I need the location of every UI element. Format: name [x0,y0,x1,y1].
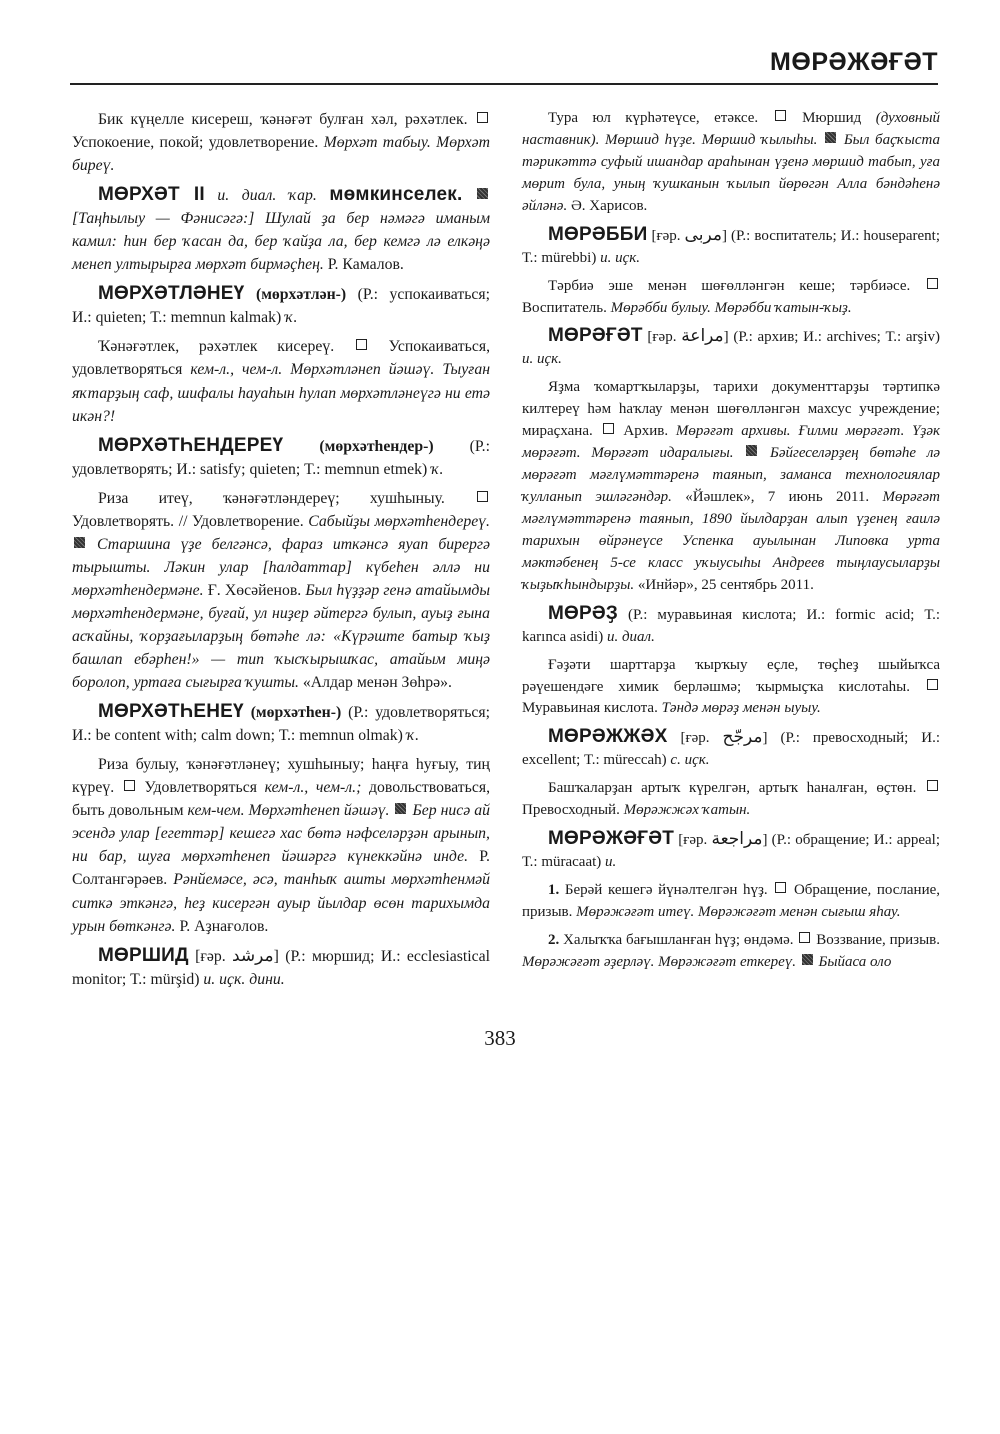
stem: (мөрхәтһендер-) [319,437,434,455]
translation: Архив. [623,423,669,440]
cross-reference: мөмкинселек. [329,184,463,206]
equivalents: (Р.: удовлетворяться; И.: be content with; calm down; Т.: memnun olmak) [72,704,491,745]
translation: Успокоение, покой; удовлетворение. [72,134,319,152]
filled-square-icon [477,188,488,199]
definition: Ғәҙәти шарттарҙа ҡырҡыу еҫле, төҫһеҙ шыйыҡса рәүешендәге химик берләшмә; ҡырмыҫҡа кислотаһы. [522,656,940,695]
quotation: Мөрәғәт мәғлүмәттәренә таянып, 1890 йылдарҙан алып үҙенең ғаилә тарихын өйрәнеүсе Успенка ауылынан Липовка урта мәктәбенең 5-се класс уҡыусыһы Андреев тыңлаусыларҙы ҡыҙыҡһындырҙы. [522,489,940,593]
left-column [72,108,490,997]
running-head: МӨРӘЖӘҒӘТ [770,48,938,76]
entry-morajagat: МӨРӘЖӘҒӘТ [ғәр. مراجعة] (Р.: обращение; И.: appeal; Т.: müracaat) и. [522,828,941,871]
stem: (мөрхәтһен-) [250,704,342,722]
quotation: Был баҫҡыста тәрикәттә суфый ишандар араһынан үҙенә мөршид табып, уға мөрит була, уның ҡушканын ҡылып йөрөгән Алла бәндәһенә әйләнә. [522,131,941,214]
translation: Воспитатель. [522,299,607,316]
entry-body [522,377,940,596]
header-rule [70,83,938,85]
arabic-form: مرجّح [722,727,763,748]
example: Мөрхәтһенеп йәшәү. [248,802,390,820]
equivalents: (Р.: муравьиная кислота; И.: formic acid; Т.: karınca asidi) [522,606,941,645]
quote-author: Р. Камалов. [327,256,404,274]
grammar-label: и. [605,854,617,871]
quotation: Старшина үҙе белгәнсә, фараз иткәнсә яуап бирергә тырышты. Ләкин улар [һалдаттар] күбеһен әллә ни мөрхәтһендермәне. [72,535,491,599]
grammar-label: ҡ. [431,460,444,478]
page-number: 383 [484,1026,516,1050]
headword: МӨРӘЖӘҒӘТ [548,828,675,850]
headword: МӨРХӘТЛӘНЕҮ [98,283,245,305]
grammar-label: и. иҫк. дини. [203,970,285,988]
example: Тәндә мөрәҙ менән ыуыу. [661,700,821,717]
grammar-label: и. иҫк. [522,351,562,368]
headword: МӨРӘҒӘТ [548,325,643,347]
square-marker-icon [356,339,367,350]
headword: МӨРШИД [98,944,189,966]
example: Сабыйҙы мөрхәтһендереү. [308,512,490,530]
definition: Бик күңелле кисереш, ҡәнәғәт булған хәл, рәхәтлек. [98,111,468,128]
arabic-form: مربى [684,224,722,245]
definition: Яҙма ҡомартҡыларҙы, тарихи документтарҙы тәртипкә килтереү һәм һаҡлау менән шөғөлләнгән махсус учреждение; мираҫхана. [522,379,940,440]
quote-author: Ә. Харисов. [570,197,648,214]
headword: МӨРХӘТ II [98,184,205,206]
quotation: [Таңһылыу — Фәнисәгә:] Шулай ҙа бер нәмәгә иманым камил: һин бер ҡасан да, бер ҡайҙа ла, бер кемгә лә елкәңә менеп ултырырға мөрхәт бирмәҫһең. [72,210,490,274]
definition: Башҡаларҙан артыҡ күрелгән, артыҡ һаналған, өҫтөн. [548,780,917,797]
translation: Мюршид [802,110,862,126]
quotation: Бер нисә ай эсендә улар [егеттәр] кешегә хас бөтә нәфселәрҙән арынып, ни бар, шуға мөрхәтһенеп йәшәргә күнеккәйнә инде. [72,802,491,866]
translation-note: кем-чем. [187,802,245,820]
entry-body [72,335,490,427]
square-marker-icon [927,780,938,791]
sense-number: 2. [548,931,560,948]
entry-continuation [72,108,490,177]
entry-body [72,753,490,937]
grammar-label: ҡ. [285,309,298,327]
sense-1 [522,880,940,924]
example: Мөрәғәт архивы. Ғилми мөрәғәт. Үҙәк мөрәғәт. Мөрәғәт идаралығы. [522,423,941,462]
entry-body [72,487,490,694]
quotation: Был һүҙҙәр генә атайымды мөрхәтһендермәне, буғай, ул ниҙер әйтергә булып, ауыҙ ғына асҡайны, ҡорҙағыларҙың бөтәһе лә: «Күрәште батыр ҡыҙ башлап ебәрһен!» — тип ҡысҡырышҡас, атайым миңә боролоп, уртаға сығырға ҡушты. [72,581,491,692]
grammar-label: и. диал. [606,628,655,645]
example: Мөрхәт табыу. Мөрхәт биреү. [72,134,490,175]
square-marker-icon [124,780,135,791]
entry-morhatheneu [72,700,490,747]
quote-author: «Алдар менән Зөһрә». [302,674,452,692]
translation: Муравьиная кислота. [522,700,658,717]
example: Мөрхәтләнеп йәшәү. Тыуған яҡтарҙың саф, шифалы һауаһын һулап мөрхәтләнеүгә ни етә икән?! [72,361,491,425]
stem: (мөрхәтлән-) [255,286,347,304]
square-marker-icon [603,423,614,434]
quote-author: Р. Солтангәрәев. [72,848,490,889]
grammar-label: и. диал. ҡар. [217,187,317,205]
translation: Успокаиваться, удовлетворяться [72,338,491,379]
quote-author: Ғ. Хөсәйенов. [207,581,302,599]
example: Мөрәжәғәт итеү. Мөрәжәғәт менән сығыш яһау. [576,903,901,920]
example: Мөршид һүҙе. Мөршид ҡылыһы. [605,131,818,148]
equivalents: (Р.: воспитатель; И.: houseparent; Т.: mürebbi) [522,227,941,266]
quotation: Бәйгеселәрҙең бөтәһе лә мөрәғәт мәғлүмәттәренә таянып, заманса технологиялар ҡулланып эшләгәндәр. [522,445,941,505]
equivalents: (Р.: удовлетворять; И.: satisfy; quieten; Т.: memnun etmek) [72,437,490,478]
headword: МӨРӘҘ [548,602,618,624]
translation-note: кем-л., чем-л. [190,361,283,379]
grammar-label: ҡ. [406,727,420,745]
etymology: [ғәр. [647,329,677,346]
square-marker-icon [775,882,786,893]
translation-note: (духовный наставник). [522,110,941,148]
entry-morhathendereu [72,434,490,481]
filled-square-icon [746,445,757,456]
filled-square-icon [395,803,406,814]
etymology: [ғәр. [680,730,710,747]
translation: Удовлетворять. // Удовлетворение. [72,512,304,530]
etymology: [ғәр. [678,832,708,849]
sense-2 [522,930,940,974]
definition: Берәй кешегә йүнәлтелгән һүҙ. [564,882,768,898]
definition: Риза булыу, ҡәнәғәтләнеү; хушһыныу; һаңға һуғыу, тиң күреү. [72,756,490,797]
equivalents: (Р.: превосходный; И.: excellent; Т.: mürecсah) [522,730,941,769]
equivalents: (Р.: обращение; И.: appeal; Т.: müracaat) [522,832,941,871]
square-marker-icon [927,278,938,289]
entry-moragat: МӨРӘҒӘТ [ғәр. مراعة] (Р.: архив; И.: archives; Т.: arşiv) и. иҫк. [522,325,940,368]
square-marker-icon [477,112,488,123]
equivalents: (Р.: мюршид; И.: ecclesiastical monitor; Т.: mürşid) [72,947,490,988]
headword: МӨРӘББИ [548,223,648,245]
headword: МӨРХӘТҺЕНЕҮ [98,701,244,723]
translation-note: кем-л., чем-л.; [264,779,362,797]
square-marker-icon [775,110,786,121]
definition: Халыҡҡа бағышланған һүҙ; өндәмә. [563,931,794,948]
example: Мөрәбби булыу. Мөрәбби ҡатын-ҡыҙ. [610,299,852,316]
entry-morhat-2 [72,183,490,276]
square-marker-icon [927,679,938,690]
sense-number: 1. [548,882,560,898]
quote-author: «Йәшлек», 7 июнь 2011. [685,489,870,505]
right-column [522,108,940,980]
translation: Удовлетворяться [144,779,257,797]
entry-morshid: МӨРШИД [ғәр. مرشد] (Р.: мюршид; И.: ecclesiastical monitor; Т.: mürşid) и. иҫк. дини. [72,944,490,988]
arabic-form: مرشد [232,945,274,966]
headword: МӨРӘЖЖӘХ [548,726,668,748]
quote-author: Р. Аҙнағолов. [179,917,269,935]
quote-author: «Инйәр», 25 сентябрь 2011. [637,576,814,593]
definition: Риза итеү, ҡәнәғәтләндереү; хушһыныу. [98,489,445,507]
entry-body [522,108,940,218]
grammar-label: с. иҫк. [670,752,710,769]
filled-square-icon [802,954,813,965]
entry-morhatlaneu [72,282,490,329]
example: Мөрәжәғәт әҙерләү. Мөрәжәғәт еткереү. [522,953,797,970]
quotation: Рәнйемәсе, әсә, танһыҡ ашты мөрхәтһенмәй ситкә эткәнгә, һеҙ кисергән ауыр йылдар өсөн тарихымда урын бөткәнгә. [72,871,491,935]
entry-morajjah: МӨРӘЖЖӘХ [ғәр. مرجّح] (Р.: превосходный; И.: excellent; Т.: mürecсah) с. иҫк. [522,726,941,769]
definition: Ҡәнәғәтлек, рәхәтлек кисереү. [98,338,335,356]
entry-moraz [522,603,940,649]
arabic-form: مراعة [681,326,724,347]
entry-body [522,655,940,721]
grammar-label: и. иҫк. [600,249,640,266]
square-marker-icon [477,491,488,502]
etymology: [ғәр. [651,227,681,244]
equivalents: (Р.: архив; И.: archives; Т.: arşiv) [733,329,940,346]
arabic-form: مراجعة [711,829,763,850]
example: Мөрәжжәх ҡатын. [623,802,751,819]
entry-body [522,778,940,822]
translation: Обращение, послание, призыв. [522,882,941,920]
definition: Тәрбиә эше менән шөғөлләнгән кеше; тәрбиәсе. [548,277,911,294]
translation: довольствоваться, быть довольным [72,779,491,820]
filled-square-icon [825,132,836,143]
entry-morabbi: МӨРӘББИ [ғәр. مربى] (Р.: воспитатель; И.: houseparent; Т.: mürebbi) и. иҫк. [522,223,941,266]
entry-body [522,276,940,320]
definition: Тура юл күрһәтеүсе, етәксе. [548,110,759,126]
translation: Воззвание, призыв. [816,931,941,948]
headword: МӨРХӘТҺЕНДЕРЕҮ [98,434,284,456]
equivalents: (Р.: успокаиваться; И.: quieten; Т.: memnun kalmak) [72,286,491,327]
square-marker-icon [799,932,810,943]
filled-square-icon [74,537,85,548]
etymology: [ғәр. [195,947,226,965]
quotation: Быйаса оло [818,953,892,970]
translation: Превосходный. [522,802,620,819]
